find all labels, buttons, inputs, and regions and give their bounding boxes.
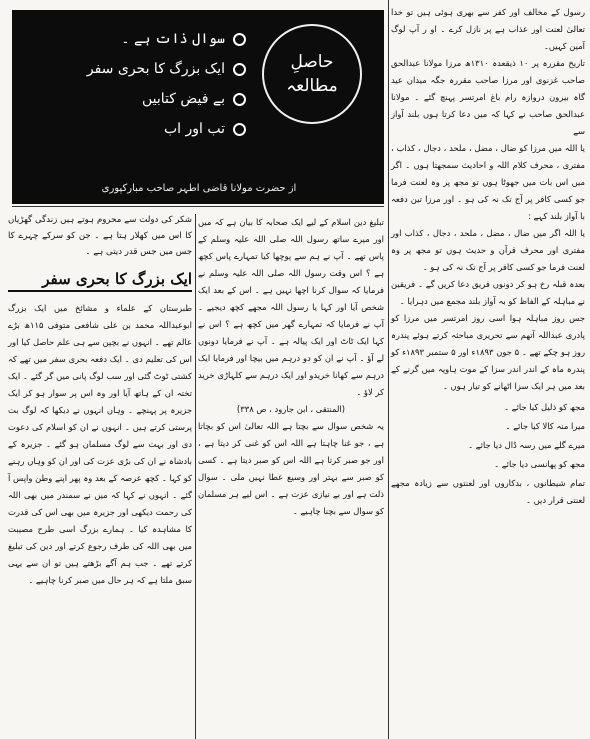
logo-seal (262, 24, 362, 124)
lead-text: شکر کی دولت سے محروم ہوتے ہیں زندگی گھڑیاں کا اس میں کھلار ہتا ہے ۔ جن کو سرکے چہرے کا جس میں جس قدر دیتی ہے ۔ (8, 215, 192, 257)
banner-item (24, 54, 246, 84)
paragraph: یہ شخص سوال سے بچتا ہے اللہ تعالیٰ اس کو بچاتا ہے ، جو غنا چاہتا ہے اللہ اس کو غنی کر دیتا ہے ، اور جو صبر کرتا ہے اللہ اس کو صبر دیتا ہے ۔ کسی کو صبر سے بہتر اور وسیع عطا نہیں ملی ۔ سوال ذلت ہے اور بے نیازی عزت ہے ۔ اس لیے ہر مسلمان کو سوال سے بچنا چاہیے ۔ (198, 421, 384, 516)
list-item: میرے گلے میں رسہ ڈال دیا جائے ۔ (468, 440, 585, 450)
paragraph: بعدہ قبلہ رخ ہو کر دونوں فریق دعا کریں گے ۔ فریقین نے مباہلہ کے الفاظ کو بہ آواز بلند مجمع میں دہرایا ۔ (391, 279, 585, 306)
banner-credit: از حضرت مولانا قاضی اطہر صاحب مبارکپوری (101, 183, 297, 194)
banner-item (24, 24, 246, 54)
logo-line-1: حاصلِ (290, 52, 334, 72)
punishment-list (391, 399, 585, 509)
circle-bullet-icon (233, 93, 246, 106)
banner-item (24, 84, 246, 114)
list-item: مجھ کو ذلیل کیا جائے ۔ (504, 402, 585, 412)
banner-item (24, 114, 246, 144)
column-divider-left (195, 214, 196, 739)
banner-item-label: بے فیض کتابیں (141, 91, 225, 107)
banner-item-label: ایک بزرگ کا بحری سفر (86, 61, 225, 77)
paragraph: تاریخ مقررہ پر ۱۰ ذیقعدہ ۱۳۱۰ھ مرزا مولانا عبدالحق صاحب غزنوی اور مرزا صاحب مقررہ جگہ میدان عید گاہ بیرون دروازہ رام باغ امرتسر پہنچ گئے ۔ مولانا عبدالحق صاحب نے کہا کہ میں دعا کرتا ہوں بلند آواز سے (391, 58, 585, 136)
logo-line-2: مطالعہ (286, 76, 338, 96)
citation: (المنتقی ، ابن جارود ، ص ۳۳۸) (236, 404, 346, 414)
banner-item-label: سوال ذات ہے ۔ (121, 31, 225, 47)
paragraph: یا اللہ اگر میں ضال ، مضل ، ملحد ، دجال ، کذاب اور مفتری اور محرف قرآن و حدیث ہوں تو مجھ پر وہ لعنت فرما جو کسی کافر پر آج تک نہ کی ہو ۔ (391, 228, 585, 272)
list-item: میرا منہ کالا کیا جائے ۔ (505, 421, 585, 431)
column-divider-right (388, 0, 389, 739)
middle-column (198, 214, 384, 520)
circle-bullet-icon (233, 123, 246, 136)
list-item: تمام شیطانوں ، بدکاروں اور لعنتوں سے زیادہ مجھے لعنتی قرار دیں ۔ (391, 478, 585, 505)
right-column (391, 4, 585, 511)
circle-bullet-icon (233, 33, 246, 46)
paragraph: رسول کے مخالف اور کفر سے بھری ہوئی ہیں تو خدا تعالیٰ لعنت اور عذاب ہے پر نازل کرے ۔ او ر آپ لوگ آمین کہیں۔ (391, 7, 585, 51)
left-column (8, 300, 192, 589)
section-heading: ایک بزرگ کا بحری سفر (8, 270, 192, 292)
banner-item-label: تب اور اب (163, 121, 225, 137)
paragraph: تبلیغ دین اسلام کے لیے ایک صحابہ کا بیان ہے کہ میں اور میرے ساتھ رسول اللہ صلی اللہ علیہ وسلم کے پاس تھے ۔ آپ نے ہم سے پوچھا کیا تمہارے پاس کچھ ہے ؟ اس وقت رسول اللہ صلی اللہ علیہ وسلم نے فرمایا کہ سوال کرنا اچھا نہیں ہے ۔ اس کے بعد ایک شخص آیا اور کہا یا رسول اللہ مجھے کچھ دیجیے ۔ آپ نے فرمایا کہ تمہارے گھر میں کچھ ہے ؟ اس نے کہا ایک ٹاٹ اور ایک پیالہ ہے ۔ آپ نے فرمایا دونوں لے آؤ ۔ آپ نے ان کو دو درہم میں بیچا اور فرمایا ایک درہم سے کھانا خریدو اور ایک درہم سے کلہاڑی خرید کر لاؤ ۔ (198, 217, 384, 397)
paragraph: یا اللہ میں مرزا کو ضال ، مضل ، ملحد ، دجال ، کذاب ، مفتری ، محرف کلام اللہ و احادیث سمجھتا ہوں ۔ اگر میں اس بات میں جھوٹا ہوں تو مجھ پر وہ لعنت فرما جو کسی کافر پر آج تک نہ کی ہو ۔ اور مرزا تین دفعہ با آواز بلند کہے : (391, 143, 585, 221)
list-item: مجھ کو پھانسی دیا جائے ۔ (494, 459, 585, 469)
banner-list (24, 24, 246, 144)
circle-bullet-icon (233, 63, 246, 76)
banner-divider (12, 206, 384, 207)
banner (12, 10, 384, 204)
paragraph: جس روز مباہلہ ہوا اسی روز امرتسر میں مرزا کو پادری عبداللہ آتھم سے تحریری مباحثہ کرتے ہوئے پندرہ روز ہو چکے تھے ۔ ۵ جون ۱۸۹۳ء اور ۵ ستمبر ۱۸۹۳ء کو پندرہ ماہ کے اندر اندر سزا کے موت ہاویہ میں گرنے کے بعد میں ہر ایک سزا اٹھانے کو تیار ہوں ۔ (391, 313, 585, 391)
paragraph: طبرستان کے علماء و مشائخ میں ایک بزرگ ابوعبداللہ محمد بن علی شافعی متوفی ۱۱۵ھ بڑے عالم تھے ۔ انہوں نے بچپن سے ہی علم حاصل کیا اور اس کی تعلیم دی ۔ ایک دفعہ بحری سفر میں تھے کہ کشتی ٹوٹ گئی اور سب لوگ پانی میں گر گئے ۔ ایک تختہ ان کے ہاتھ آیا اور وہ اس پر سوار ہو کر ایک جزیرہ پر پہنچے ۔ وہاں انہوں نے دیکھا کہ لوگ بت پرستی کرتے ہیں ۔ انہوں نے ان کو اسلام کی دعوت دی اور بہت سے لوگ مسلمان ہو گئے ۔ جزیرہ کے بادشاہ نے ان کی بڑی عزت کی اور ان کو وہاں رہنے کو کہا ۔ کچھ عرصہ کے بعد وہ پھر اپنے وطن واپس آ گئے ۔ انہوں نے کہا کہ میں نے سمندر میں بھی اللہ کی رحمت دیکھی اور جزیرہ میں بھی اس کی قدرت کا مشاہدہ کیا ۔ ہمارے بزرگ اسی طرح مصیبت میں بھی اللہ کی طرف رجوع کرتے اور دین کی تبلیغ کرتے تھے ۔ جب ہم آگے بڑھتے ہیں تو ان سے یہی سبق ملتا ہے کہ ہر حال میں صبر کرنا چاہیے ۔ (8, 303, 192, 585)
